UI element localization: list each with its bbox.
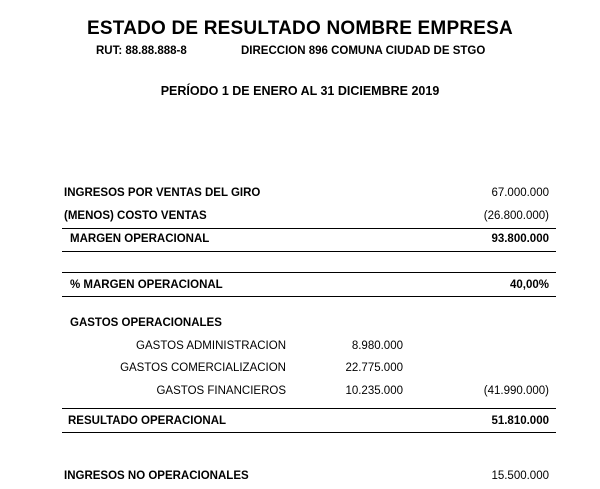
- divider: [62, 272, 556, 273]
- resultado-operacional-value: 51.810.000: [491, 415, 549, 427]
- company-rut: RUT: 88.88.888-8: [96, 45, 187, 57]
- divider: [62, 408, 556, 409]
- ingresos-no-operacionales-label: INGRESOS NO OPERACIONALES: [64, 470, 249, 482]
- gastos-total-value: (41.990.000): [483, 385, 549, 397]
- margen-operacional-label: MARGEN OPERACIONAL: [70, 233, 210, 245]
- report-period: PERÍODO 1 DE ENERO AL 31 DICIEMBRE 2019: [160, 84, 440, 98]
- divider: [62, 251, 556, 252]
- ingresos-ventas-value: 67.000.000: [491, 187, 549, 199]
- margen-operacional-value: 93.800.000: [491, 233, 549, 245]
- gastos-operacionales-header: GASTOS OPERACIONALES: [70, 317, 222, 329]
- gasto-value: 22.775.000: [345, 362, 403, 374]
- costo-ventas-label: (MENOS) COSTO VENTAS: [64, 210, 207, 222]
- ingresos-no-operacionales-value: 15.500.000: [491, 470, 549, 482]
- pct-margen-value: 40,00%: [509, 279, 549, 291]
- company-address: DIRECCION 896 COMUNA CIUDAD DE STGO: [241, 45, 486, 57]
- gasto-label: GASTOS FINANCIEROS: [156, 385, 286, 397]
- divider: [62, 296, 556, 297]
- resultado-operacional-label: RESULTADO OPERACIONAL: [68, 415, 227, 427]
- gasto-label: GASTOS ADMINISTRACION: [136, 340, 286, 352]
- pct-margen-label: % MARGEN OPERACIONAL: [70, 279, 223, 291]
- report-title: ESTADO DE RESULTADO NOMBRE EMPRESA: [87, 18, 513, 39]
- ingresos-ventas-label: INGRESOS POR VENTAS DEL GIRO: [64, 187, 261, 199]
- gasto-label: GASTOS COMERCIALIZACION: [120, 362, 286, 374]
- gasto-value: 10.235.000: [345, 385, 403, 397]
- divider: [62, 432, 556, 433]
- divider: [62, 228, 556, 229]
- gasto-value: 8.980.000: [351, 340, 403, 352]
- costo-ventas-value: (26.800.000): [483, 210, 549, 222]
